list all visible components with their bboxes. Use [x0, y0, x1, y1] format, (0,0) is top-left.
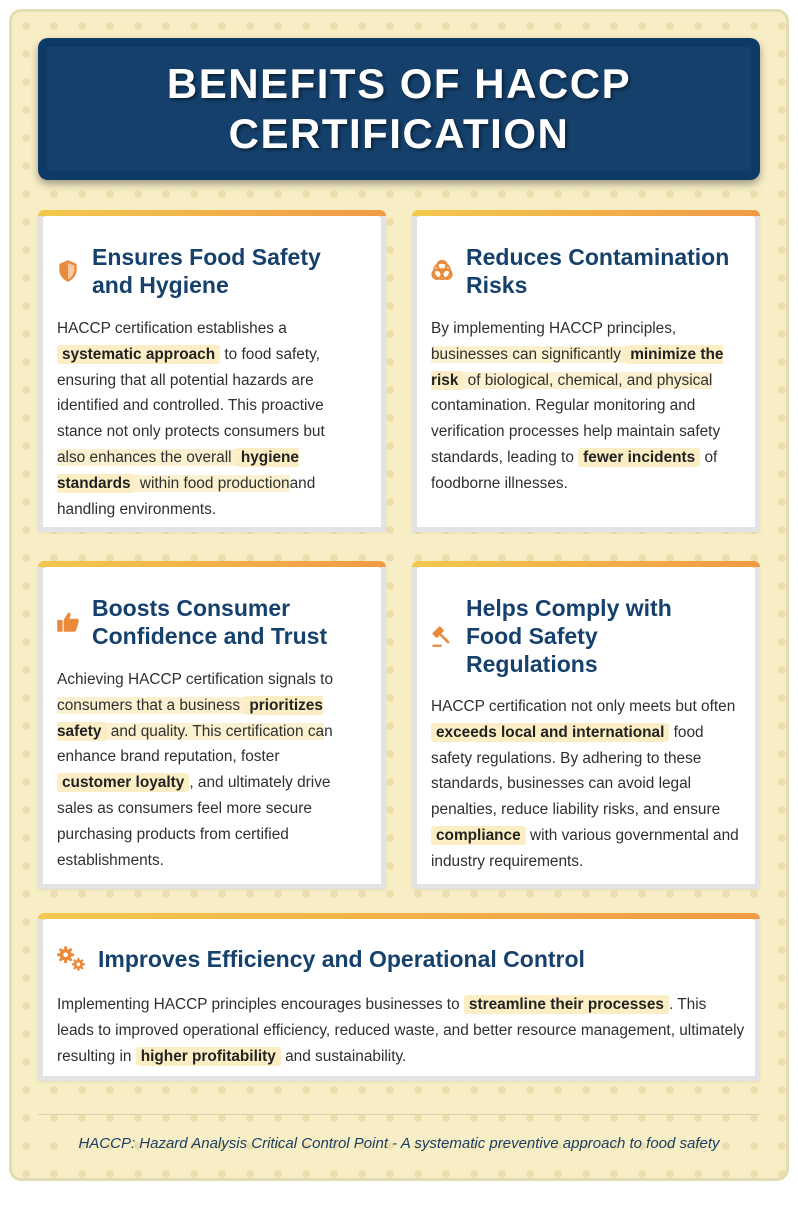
card-body [431, 316, 741, 497]
card-heading: Ensures Food Safety and Hygiene [92, 244, 321, 298]
body-text: HACCP certification not only meets but often [431, 698, 736, 715]
body-text: , and ultimately drive sales as consumers feel more secure purchasing products from certified establishments. [57, 774, 331, 869]
text-highlight: and quality. This certification ca [106, 722, 325, 740]
benefit-card-regulations [412, 561, 760, 889]
card-heading: Helps Comply with Food Safety Regulations [466, 595, 672, 677]
card-heading: Reduces Contamination Risks [466, 244, 730, 298]
card-header [428, 594, 726, 678]
benefit-card-efficiency [38, 913, 760, 1081]
text-highlight: within food production [135, 474, 290, 492]
page-title: BENEFITS OF HACCP CERTIFICATION [166, 60, 632, 157]
body-text: Achieving HACCP certification signals to [57, 671, 334, 688]
text-highlight: also enhances the overall [57, 448, 236, 466]
body-text: Implementing HACCP principles encourages businesses to [57, 996, 464, 1013]
keyword-highlight: minimize the risk [431, 345, 724, 389]
page-header-inner [47, 47, 751, 171]
gavel-icon [428, 622, 456, 650]
thumbs-up-icon [54, 608, 82, 636]
text-highlight: businesses can significantly [431, 345, 626, 363]
footer-note: HACCP: Hazard Analysis Critical Control Point - A systematic preventive approach to food safety [78, 1135, 720, 1152]
keyword-highlight: hygiene standards [57, 448, 299, 492]
footer-divider [38, 1114, 760, 1115]
body-text: to food safety, ensuring that all potential hazards are identified and controlled. This proactive stance not only protects consumers but [57, 345, 325, 441]
keyword-highlight: fewer incidents [578, 448, 700, 467]
keyword-highlight: customer loyalty [57, 773, 189, 792]
body-text: contamination. Regular monitoring and verification processes help maintain safety standards, leading to [431, 397, 721, 466]
card-body [431, 694, 741, 875]
card-header [428, 243, 736, 299]
keyword-highlight: systematic approach [57, 345, 220, 364]
body-text: of foodborne illnesses. [431, 448, 718, 492]
card-body [57, 992, 747, 1069]
keyword-highlight: exceeds local and international [431, 723, 669, 742]
body-text: HACCP certification establishes a [57, 320, 287, 337]
card-heading: Boosts Consumer Confidence and Trust [92, 595, 328, 649]
keyword-highlight: streamline their processes [464, 995, 669, 1014]
gears-icon [54, 945, 90, 973]
biohazard-icon [428, 257, 456, 285]
body-text: By implementing HACCP principles, [431, 320, 677, 337]
benefit-card-food-safety [38, 210, 386, 532]
body-text: . This leads to improved operational efficiency, reduced waste, and better resource management, ultimately resulting in [57, 996, 745, 1065]
text-highlight: consumers that a business [57, 696, 245, 714]
body-text: n enhance brand reputation, foster [57, 722, 333, 766]
card-body [57, 316, 357, 522]
shield-icon [54, 257, 82, 285]
body-text: and sustainability. [280, 1047, 407, 1065]
body-text: and handling environments. [57, 474, 316, 518]
card-body [57, 667, 357, 873]
benefit-card-consumer-confidence [38, 561, 386, 889]
keyword-highlight: higher profitability [136, 1047, 281, 1066]
page-header [38, 38, 760, 180]
body-text: with various governmental and industry requirements. [431, 826, 739, 870]
card-header [54, 243, 352, 299]
benefit-card-contamination [412, 210, 760, 532]
card-heading: Improves Efficiency and Operational Control [98, 946, 585, 972]
card-header [54, 594, 352, 650]
keyword-highlight: prioritizes safety [57, 696, 323, 740]
text-highlight: of biological, chemical, and physical [463, 371, 713, 389]
body-text: food safety regulations. By adhering to these standards, businesses can avoid legal penalties, reduce liability risks, and ensure [431, 723, 721, 819]
card-header [54, 945, 585, 973]
keyword-highlight: compliance [431, 826, 526, 845]
